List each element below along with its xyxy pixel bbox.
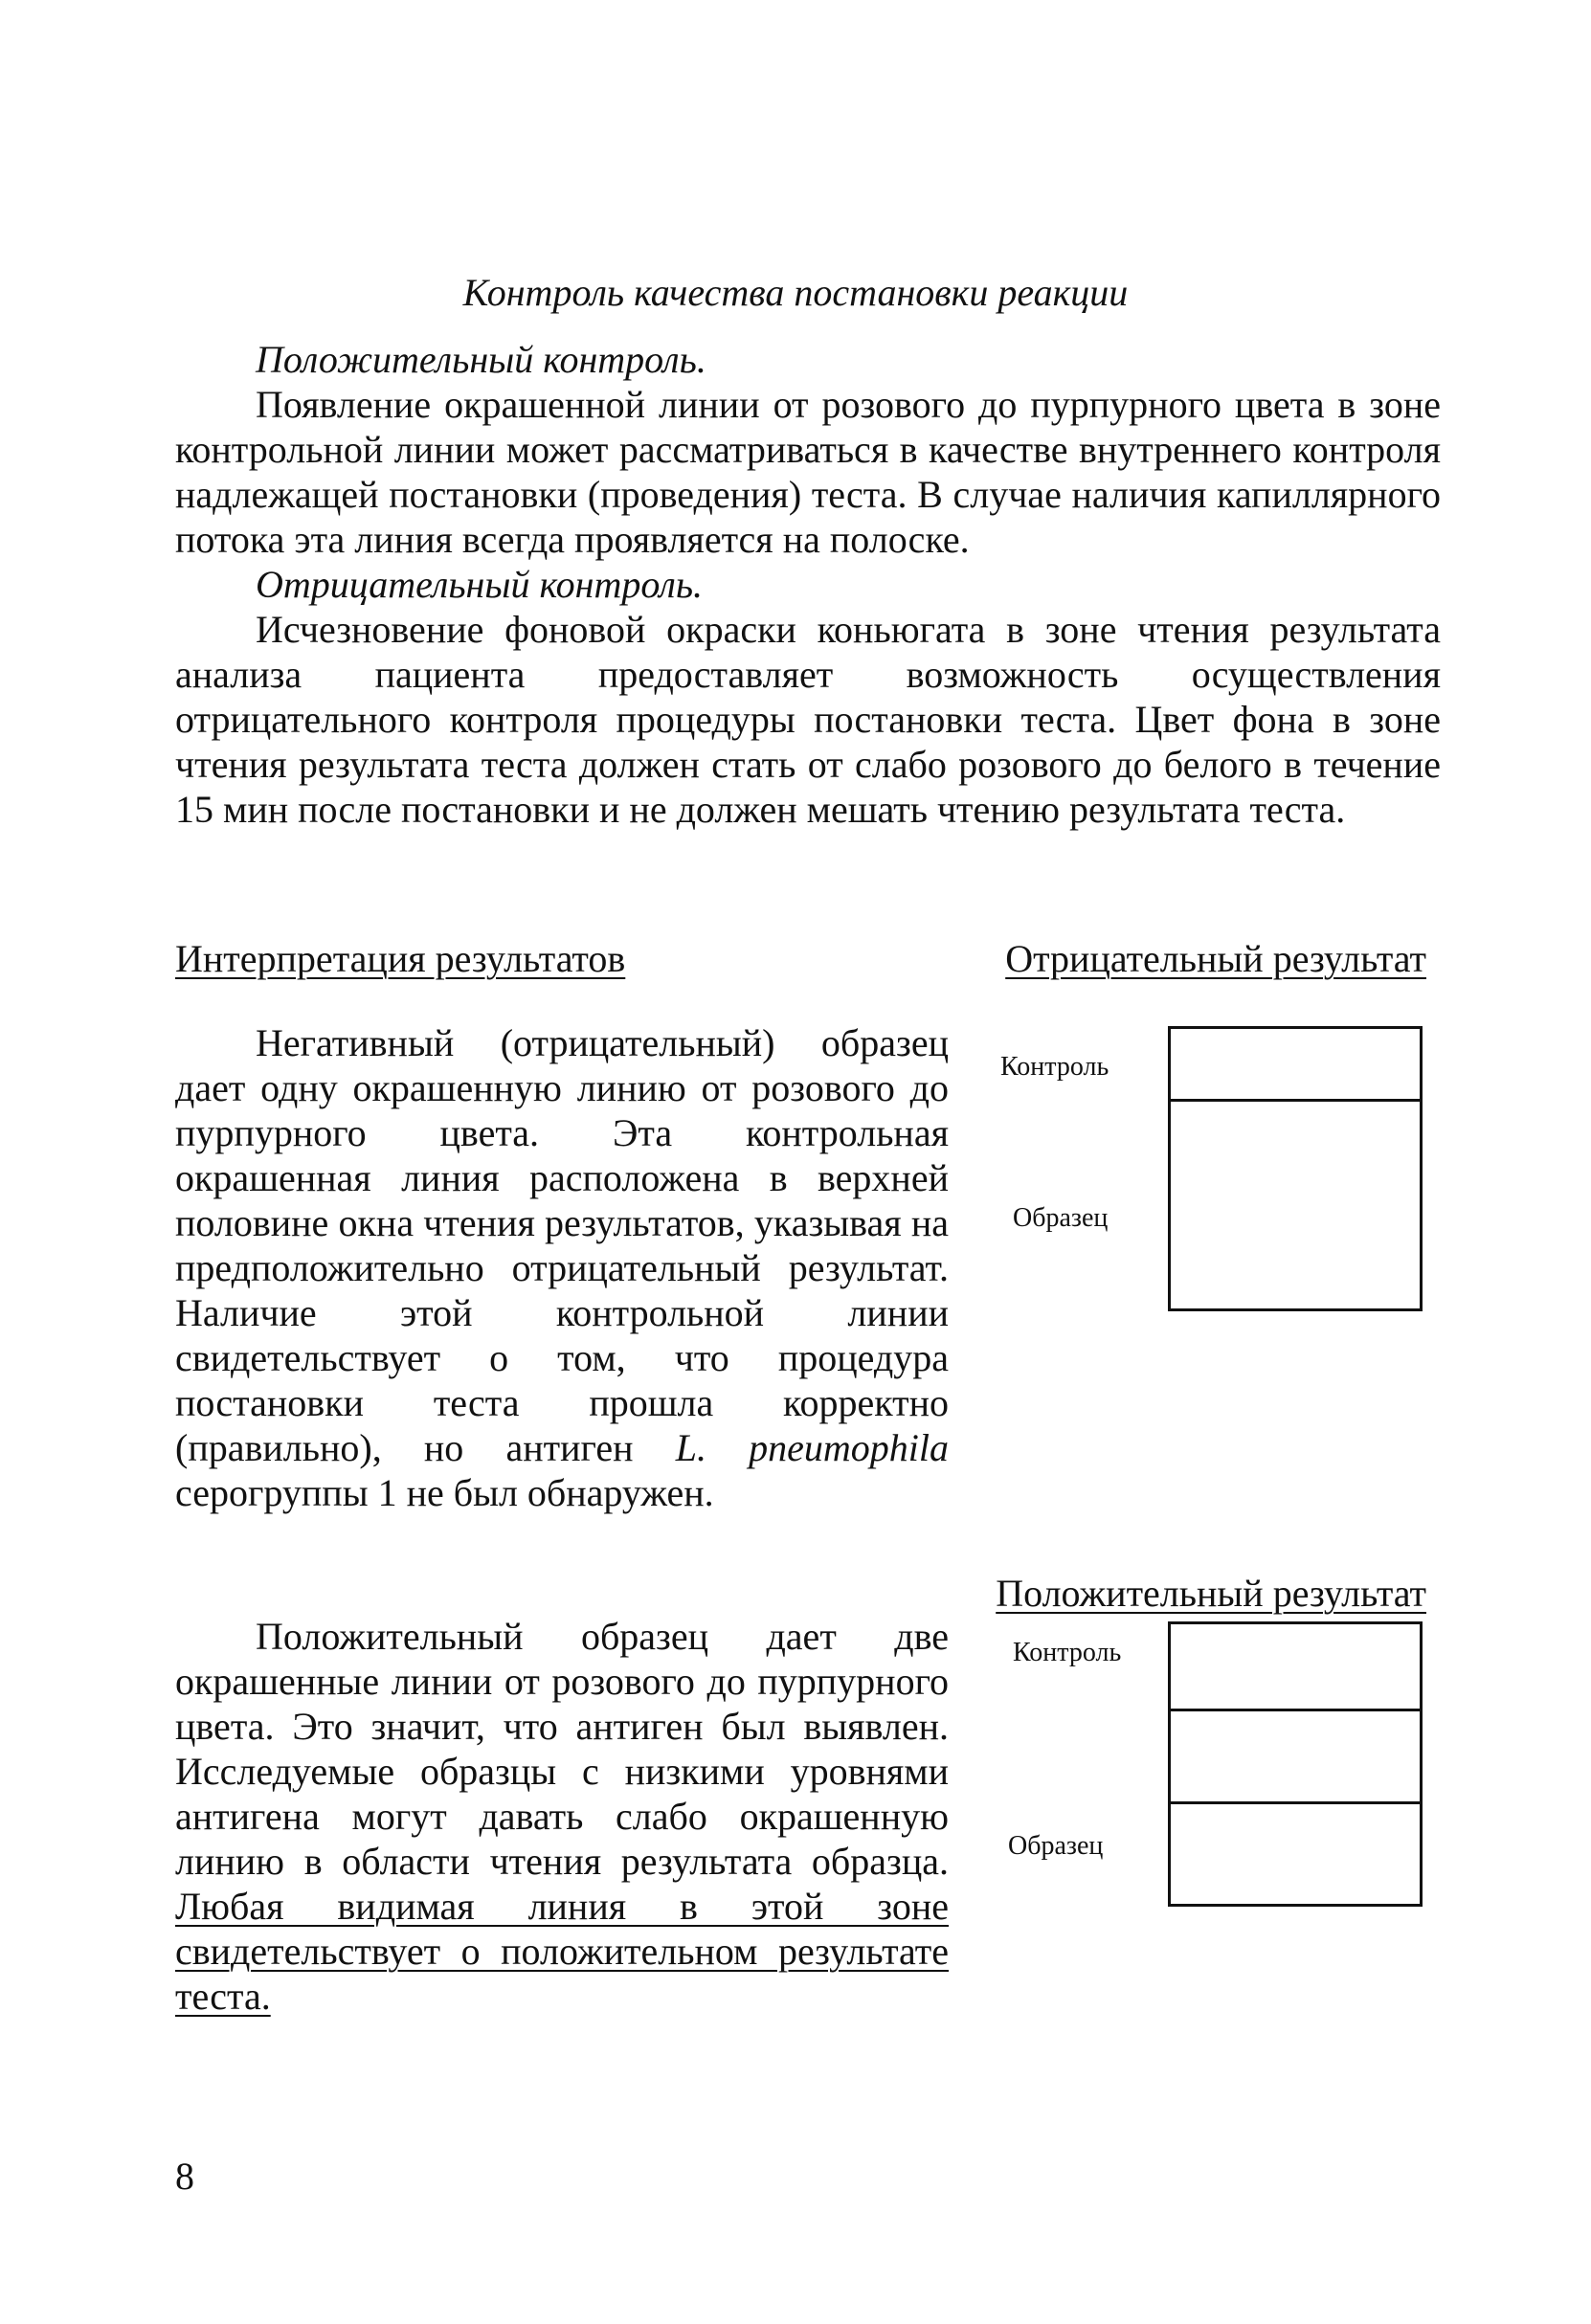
negative-interpretation (175, 1020, 949, 1515)
positive-control-line (1168, 1709, 1423, 1711)
negative-control-line (1168, 1099, 1423, 1102)
positive-sample-label: Образец (1008, 1831, 1104, 1861)
quality-control-block (175, 337, 1441, 832)
positive-control-text: Появление окрашенной линии от розового до пурпурного цвета в зоне контрольной линии может рассматриваться в качестве внутреннего контроля надлежащей постановки (проведения) теста. В случае наличия капиллярного потока эта линия всегда проявляется на полоске. (175, 383, 1441, 561)
negative-text-before: Негативный (отрицательный) образец дает одну окрашенную линию от розового до пурпурного цвета. Эта контрольная окрашенная линия расположена в верхней половине окна чтения результатов, указывая на предположительно отрицательный результат. Наличие этой контрольной линии свидетельствует о том, что процедура постановки теста прошла корректно (правильно), но антиген (175, 1021, 949, 1469)
positive-underlined-text: Любая видимая линия в этой зоне свидетельствует о положительном результате теста. (175, 1885, 949, 2018)
negative-text-after: серогруппы 1 не был обнаружен. (175, 1471, 714, 1514)
negative-result-window (1168, 1026, 1423, 1311)
positive-sample-line (1168, 1801, 1423, 1804)
negative-control-title: Отрицательный контроль. (256, 563, 704, 606)
positive-text: Положительный образец дает две окрашенные линии от розового до пурпурного цвета. Это значит, что антиген был выявлен. Исследуемые образцы с низкими уровнями антигена могут давать слабо окрашенную линию в области чтения результата образца. (175, 1615, 949, 1883)
positive-result-window (1168, 1621, 1423, 1907)
organism-name: L. pneumophila (675, 1426, 949, 1469)
page-number: 8 (175, 2155, 194, 2198)
positive-interpretation (175, 1614, 949, 2019)
positive-control-title: Положительный контроль. (256, 338, 706, 381)
negative-control-text: Исчезновение фоновой окраски коньюгата в зоне чтения результата анализа пациента предоставляет возможность осуществления отрицательного контроля процедуры постановки теста. Цвет фона в зоне чтения результата теста должен стать от слабо розового до белого в течение 15 мин после постановки и не должен мешать чтению результата теста. (175, 608, 1441, 831)
positive-control-label: Контроль (1013, 1638, 1122, 1667)
section-heading: Контроль качества постановки реакции (462, 271, 1129, 314)
positive-diagram-title: Положительный результат (996, 1572, 1426, 1615)
negative-sample-label: Образец (1013, 1203, 1109, 1233)
negative-control-label: Контроль (1000, 1052, 1109, 1082)
interpretation-title: Интерпретация результатов (175, 937, 626, 980)
negative-diagram-title: Отрицательный результат (1005, 937, 1426, 980)
